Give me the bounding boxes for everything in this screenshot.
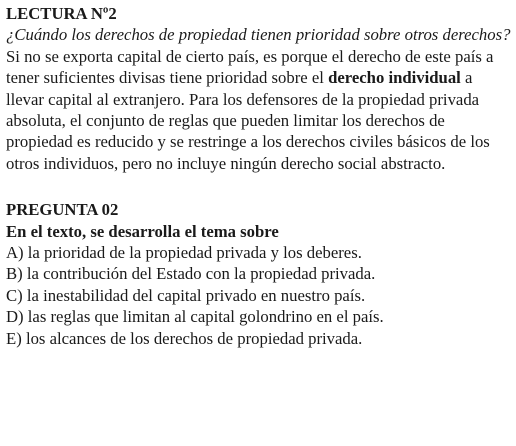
question-section bbox=[6, 199, 512, 349]
reading-paragraph bbox=[6, 24, 512, 174]
option-letter: A) bbox=[6, 243, 24, 263]
option-text: la prioridad de la propiedad privada y los deberes. bbox=[27, 243, 362, 263]
reading-bold-term: derecho individual bbox=[328, 68, 461, 88]
question-title: PREGUNTA 02 bbox=[6, 200, 119, 220]
option-text: la contribución del Estado con la propiedad privada. bbox=[26, 264, 376, 284]
exam-page bbox=[6, 3, 512, 349]
option-letter: D) bbox=[6, 307, 24, 327]
answer-options bbox=[6, 242, 512, 349]
option-letter: E) bbox=[6, 328, 22, 348]
option-a[interactable] bbox=[6, 242, 512, 263]
question-prompt: En el texto, se desarrolla el tema sobre bbox=[6, 221, 279, 241]
option-text: las reglas que limitan al capital golondrino en el país. bbox=[27, 307, 384, 327]
option-d[interactable] bbox=[6, 306, 512, 327]
reading-title: LECTURA Nº2 bbox=[6, 4, 117, 23]
option-text: la inestabilidad del capital privado en nuestro país. bbox=[26, 285, 366, 305]
option-e[interactable] bbox=[6, 328, 512, 349]
option-b[interactable] bbox=[6, 263, 512, 284]
option-c[interactable] bbox=[6, 285, 512, 306]
option-letter: C) bbox=[6, 285, 23, 305]
option-text: los alcances de los derechos de propiedad privada. bbox=[25, 328, 363, 348]
reading-section bbox=[6, 3, 512, 174]
reading-text-part1: Si no se exporta capital de cierto país, es porque el derecho de este país a tener suficientes divisas tiene prioridad sobre el bbox=[6, 46, 494, 88]
option-letter: B) bbox=[6, 264, 23, 284]
reading-question: ¿Cuándo los derechos de propiedad tienen prioridad sobre otros derechos? bbox=[6, 25, 511, 45]
reading-text-part2: a llevar capital al extranjero. Para los defensores de la propiedad privada absoluta, el conjunto de reglas que pueden limitar los derechos de propiedad es reducido y se restringe a los derechos civiles básicos de los otros individuos, pero no incluye ningún derecho social abstracto. bbox=[6, 68, 490, 173]
